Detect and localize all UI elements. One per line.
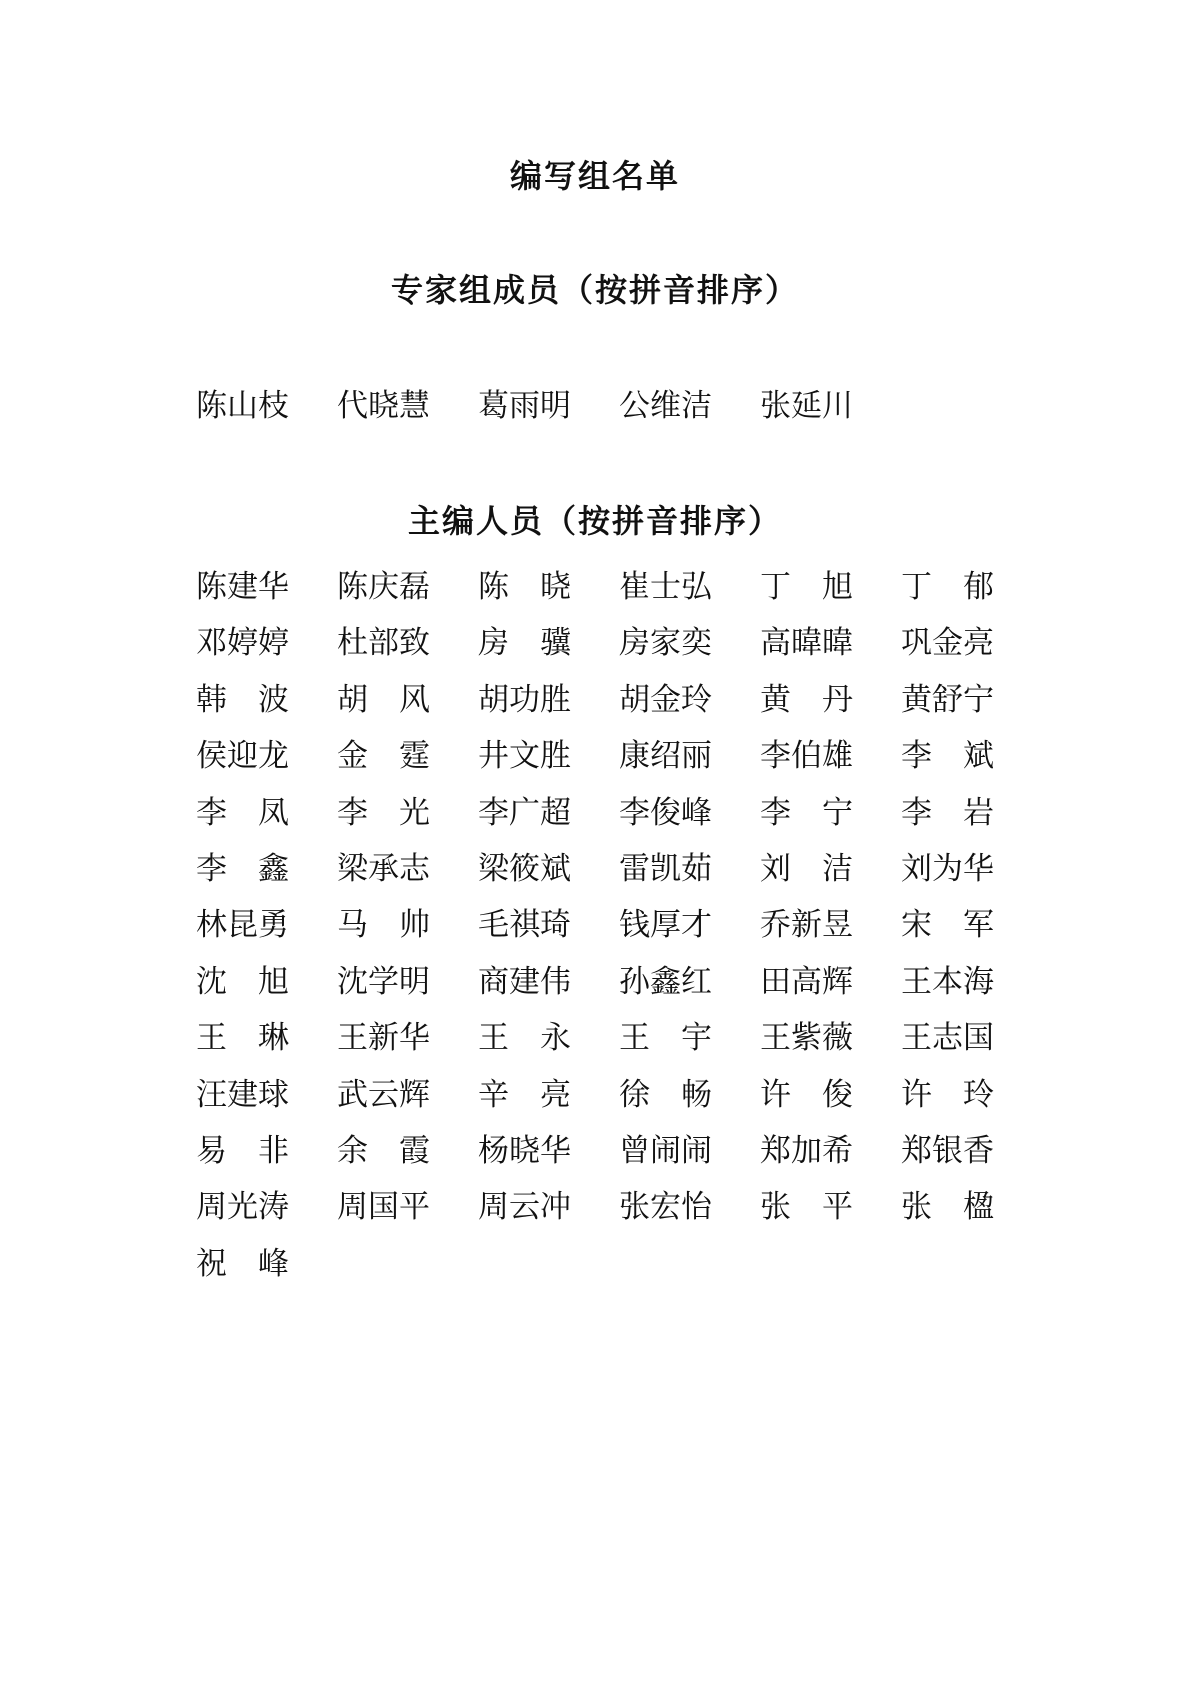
expert-name: 代晓慧	[337, 388, 430, 424]
editor-name: 沈学明	[337, 964, 430, 1000]
document-title: 编写组名单	[509, 157, 680, 195]
editor-name: 陈建华	[196, 569, 289, 605]
editor-name: 许 俊	[760, 1077, 853, 1113]
editor-name: 李 鑫	[196, 851, 289, 887]
editor-name: 王本海	[901, 964, 994, 1000]
editor-name: 田高辉	[760, 964, 853, 1000]
editor-name: 许 玲	[901, 1077, 994, 1113]
experts-heading: 专家组成员（按拼音排序）	[390, 271, 799, 309]
editor-name: 巩金亮	[901, 625, 994, 661]
editor-name: 杨晓华	[478, 1133, 571, 1169]
editor-name: 黄舒宁	[901, 682, 994, 718]
editor-name: 韩 波	[196, 682, 289, 718]
editor-name: 马 帅	[337, 907, 430, 943]
editor-name: 李 岩	[901, 795, 994, 831]
editor-name: 丁 旭	[760, 569, 853, 605]
editor-name: 崔士弘	[619, 569, 712, 605]
editor-name: 邓婷婷	[196, 625, 289, 661]
editor-name: 沈 旭	[196, 964, 289, 1000]
editor-name: 钱厚才	[619, 907, 712, 943]
editor-name: 周云冲	[478, 1189, 571, 1225]
editor-name: 杜部致	[337, 625, 430, 661]
editor-name: 余 霞	[337, 1133, 430, 1169]
editor-name: 康绍丽	[619, 738, 712, 774]
editor-name: 刘 洁	[760, 851, 853, 887]
editor-name: 王紫薇	[760, 1020, 853, 1056]
editor-name: 王志国	[901, 1020, 994, 1056]
editor-name: 胡 风	[337, 682, 430, 718]
editor-name: 易 非	[196, 1133, 289, 1169]
editor-name: 梁筱斌	[478, 851, 571, 887]
editors-heading: 主编人员（按拼音排序）	[407, 502, 782, 540]
editor-name: 张 楹	[901, 1189, 994, 1225]
editor-name: 祝 峰	[196, 1246, 289, 1282]
editor-name: 胡金玲	[619, 682, 712, 718]
editor-name: 房家奕	[619, 625, 712, 661]
editor-name: 李 光	[337, 795, 430, 831]
expert-name: 陈山枝	[196, 388, 289, 424]
editor-name: 胡功胜	[478, 682, 571, 718]
editor-name: 徐 畅	[619, 1077, 712, 1113]
editor-name: 陈庆磊	[337, 569, 430, 605]
editor-name: 商建伟	[478, 964, 571, 1000]
editor-name: 刘为华	[901, 851, 994, 887]
editor-name: 乔新昱	[760, 907, 853, 943]
editor-name: 侯迎龙	[196, 738, 289, 774]
expert-name: 葛雨明	[478, 388, 571, 424]
editor-name: 梁承志	[337, 851, 430, 887]
editor-name: 郑银香	[901, 1133, 994, 1169]
editor-name: 郑加希	[760, 1133, 853, 1169]
expert-name: 公维洁	[619, 388, 712, 424]
editor-name: 房 骥	[478, 625, 571, 661]
editor-name: 李伯雄	[760, 738, 853, 774]
editor-name: 周国平	[337, 1189, 430, 1225]
editor-name: 武云辉	[337, 1077, 430, 1113]
editor-name: 李 凤	[196, 795, 289, 831]
editor-name: 雷凯茹	[619, 851, 712, 887]
editor-name: 辛 亮	[478, 1077, 571, 1113]
editor-name: 周光涛	[196, 1189, 289, 1225]
editor-name: 孙鑫红	[619, 964, 712, 1000]
editor-name: 丁 郁	[901, 569, 994, 605]
editor-name: 李 斌	[901, 738, 994, 774]
editor-name: 陈 晓	[478, 569, 571, 605]
editor-name: 曾闹闹	[619, 1133, 712, 1169]
editor-name: 林昆勇	[196, 907, 289, 943]
editor-name: 黄 丹	[760, 682, 853, 718]
editor-name: 高暐暐	[760, 625, 853, 661]
editor-name: 金 霆	[337, 738, 430, 774]
editor-name: 王 琳	[196, 1020, 289, 1056]
editor-name: 毛祺琦	[478, 907, 571, 943]
editor-name: 王 宇	[619, 1020, 712, 1056]
editor-name: 井文胜	[478, 738, 571, 774]
editor-name: 张 平	[760, 1189, 853, 1225]
editor-name: 李 宁	[760, 795, 853, 831]
editor-name: 王 永	[478, 1020, 571, 1056]
editor-name: 张宏怡	[619, 1189, 712, 1225]
editor-name: 宋 军	[901, 907, 994, 943]
editor-name: 汪建球	[196, 1077, 289, 1113]
editor-name: 李广超	[478, 795, 571, 831]
editor-name: 李俊峰	[619, 795, 712, 831]
expert-name: 张延川	[760, 388, 853, 424]
editor-name: 王新华	[337, 1020, 430, 1056]
